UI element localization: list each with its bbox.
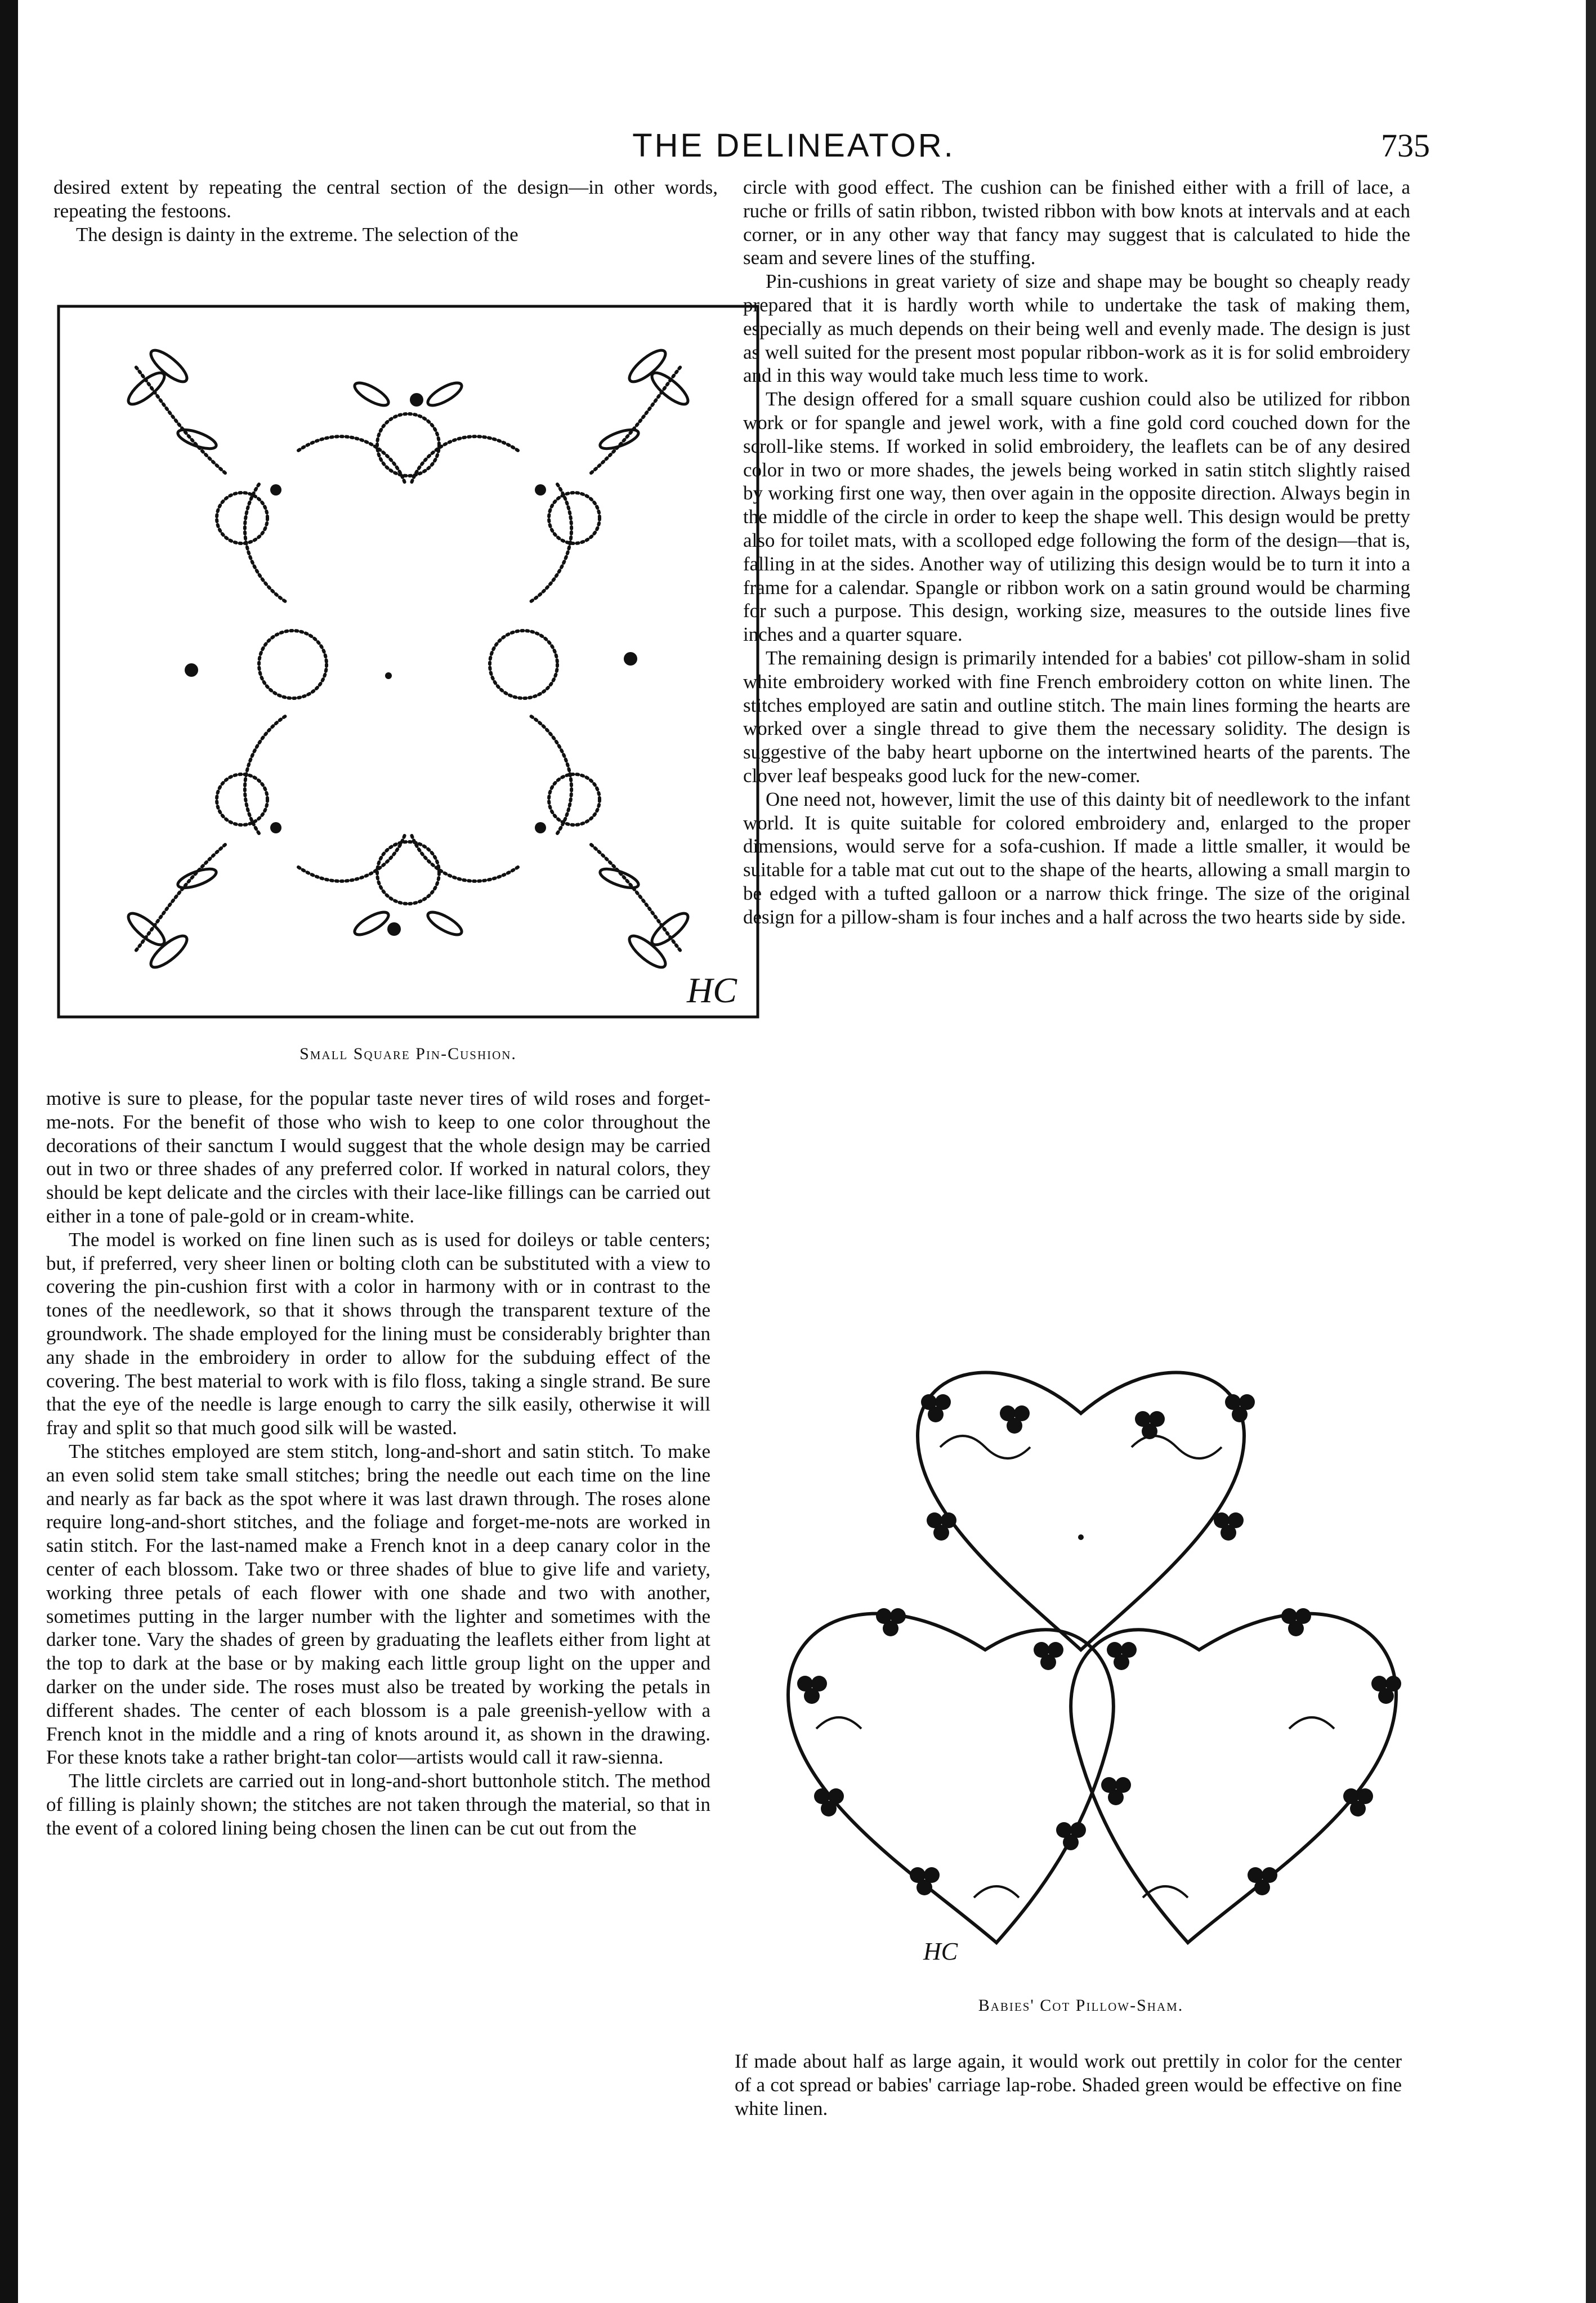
scan-edge-left: [0, 0, 18, 2303]
paragraph: The stitches employed are stem stitch, long-and-short and satin stitch. To make an even solid stem take small stitches; bring the needle out each time on the line and nearly as far back as the spot where it was last drawn through. The roses alone require long-and-short stitches, and the foliage and forget-me-nots are worked in satin stitch. For the last-named make a French knot in a deep canary color in the center of each blossom. Take two or three shades of blue to give life and variety, working three petals of each flower with one shade and two with another, sometimes putting in the larger number with the lighter and sometimes with the darker tone. Vary the shades of green by graduating the leaflets either from light at the top to dark at the base or by making each little group light on the upper and darker on the under side. The roses must also be treated by working the petals in different shades. The center of each blossom is a pale greenish-yellow with a French knot in the middle and a ring of knots around it, as shown in the drawing. For these knots take a rather bright-tan color—artists would call it raw-sienna.: [46, 1440, 710, 1769]
page-number: 735: [1381, 127, 1430, 164]
left-column-top: [53, 176, 718, 246]
pin-cushion-illustration: [56, 304, 760, 1019]
caption-pin-cushion: Small Square Pin-Cushion.: [299, 1045, 517, 1063]
paragraph: The design offered for a small square cushion could also be utilized for ribbon work or for spangle and jewel work, with a fine gold cord couched down for the scroll-like stems. If worked in solid embroidery, the leaflets can be of any desired color in two or more shades, the jewels being worked in satin stitch slightly raised by working first one way, then over again in the opposite direction. Always begin in the middle of the circle in order to keep the shape well. This design would be pretty also for toilet mats, with a scolloped edge following the form of the design—that is, falling in at the sides. Another way of utilizing this design would be to turn it into a frame for a calendar. Spangle or ribbon work on a satin ground would be charming for such a purpose. This design, working size, measures to the outside lines five inches and a quarter square.: [743, 388, 1410, 646]
paragraph: The remaining design is primarily intended for a babies' cot pillow-sham in solid white embroidery worked with fine French embroidery cotton on white linen. The stitches employed are satin and outline stitch. The main lines forming the hearts are worked over a single thread to give them the necessary solidity. The design is suggestive of the baby heart upborne on the intertwined hearts of the parents. The clover leaf bespeaks good luck for the new-comer.: [743, 646, 1410, 787]
paragraph: The design is dainty in the extreme. The selection of the: [76, 223, 518, 246]
right-column-top: [743, 176, 1410, 929]
monogram-hc: HC: [687, 970, 737, 1010]
paragraph: If made about half as large again, it would work out prettily in color for the center of a cot spread or babies' carriage lap-robe. Shaded green would be effective on fine white linen.: [735, 2050, 1402, 2119]
running-header-title: THE DELINEATOR.: [632, 127, 955, 164]
caption-pillow-sham: Babies' Cot Pillow-Sham.: [978, 1996, 1184, 2015]
right-column-bottom: [735, 2050, 1402, 2120]
pillow-sham-drawing: [749, 1335, 1413, 1982]
paragraph: motive is sure to please, for the popular taste never tires of wild roses and forget-me-nots. For the benefit of those who wish to keep to one color throughout the decorations of their sanctum I would suggest that the whole design may be carried out in two or three shades of any preferred color. If worked in natural colors, they should be kept delicate and the circles with their lace-like fillings can be carried out either in a tone of pale-gold or in cream-white.: [46, 1087, 710, 1227]
pin-cushion-drawing: [56, 304, 760, 1019]
paragraph: desired extent by repeating the central section of the design—in other words, repeating the festoons.: [53, 176, 718, 222]
scan-edge-right: [1586, 0, 1596, 2303]
paragraph: Pin-cushions in great variety of size and shape may be bought so cheaply ready prepared that it is hardly worth while to undertake the task of making them, especially as much depends on their being well and evenly made. The design is just as well suited for the present most popular ribbon-work as it is for solid embroidery and in this way would take much less time to work.: [743, 270, 1410, 387]
paragraph: circle with good effect. The cushion can be finished either with a frill of lace, a ruche or frills of satin ribbon, twisted ribbon with bow knots at intervals and at each corner, or in any other way that fancy may suggest that is calculated to hide the seam and severe lines of the stuffing.: [743, 176, 1410, 269]
left-column-bottom: [46, 1087, 710, 1840]
paragraph: One need not, however, limit the use of this dainty bit of needlework to the infant world. It is quite suitable for colored embroidery and, enlarged to the proper dimensions, would serve for a sofa-cushion. If made a little smaller, it would be suitable for a table mat cut out to the shape of the hearts, allowing a small margin to be edged with a tufted galloon or a narrow thick fringe. The size of the original design for a pillow-sham is four inches and a half across the two hearts side by side.: [743, 788, 1410, 928]
pillow-sham-illustration: [749, 1335, 1413, 1982]
paragraph: The little circlets are carried out in long-and-short buttonhole stitch. The method of filling is plainly shown; the stitches are not taken through the material, so that in the event of a colored lining being chosen the linen can be cut out from the: [46, 1770, 710, 1839]
paragraph: The model is worked on fine linen such as is used for doileys or table centers; but, if preferred, very sheer linen or bolting cloth can be substituted with a view to covering the pin-cushion first with a color in harmony with or in contrast to the tones of the needlework, so that it shows through the transparent texture of the groundwork. The shade employed for the lining must be considerably brighter than any shade in the embroidery in order to allow for the subduing effect of the covering. The best material to work with is filo floss, taking a single strand. Be sure that the eye of the needle is large enough to carry the silk easily, otherwise it will fray and split so that much good silk will be wasted.: [46, 1228, 710, 1439]
monogram-hc: HC: [923, 1938, 958, 1965]
